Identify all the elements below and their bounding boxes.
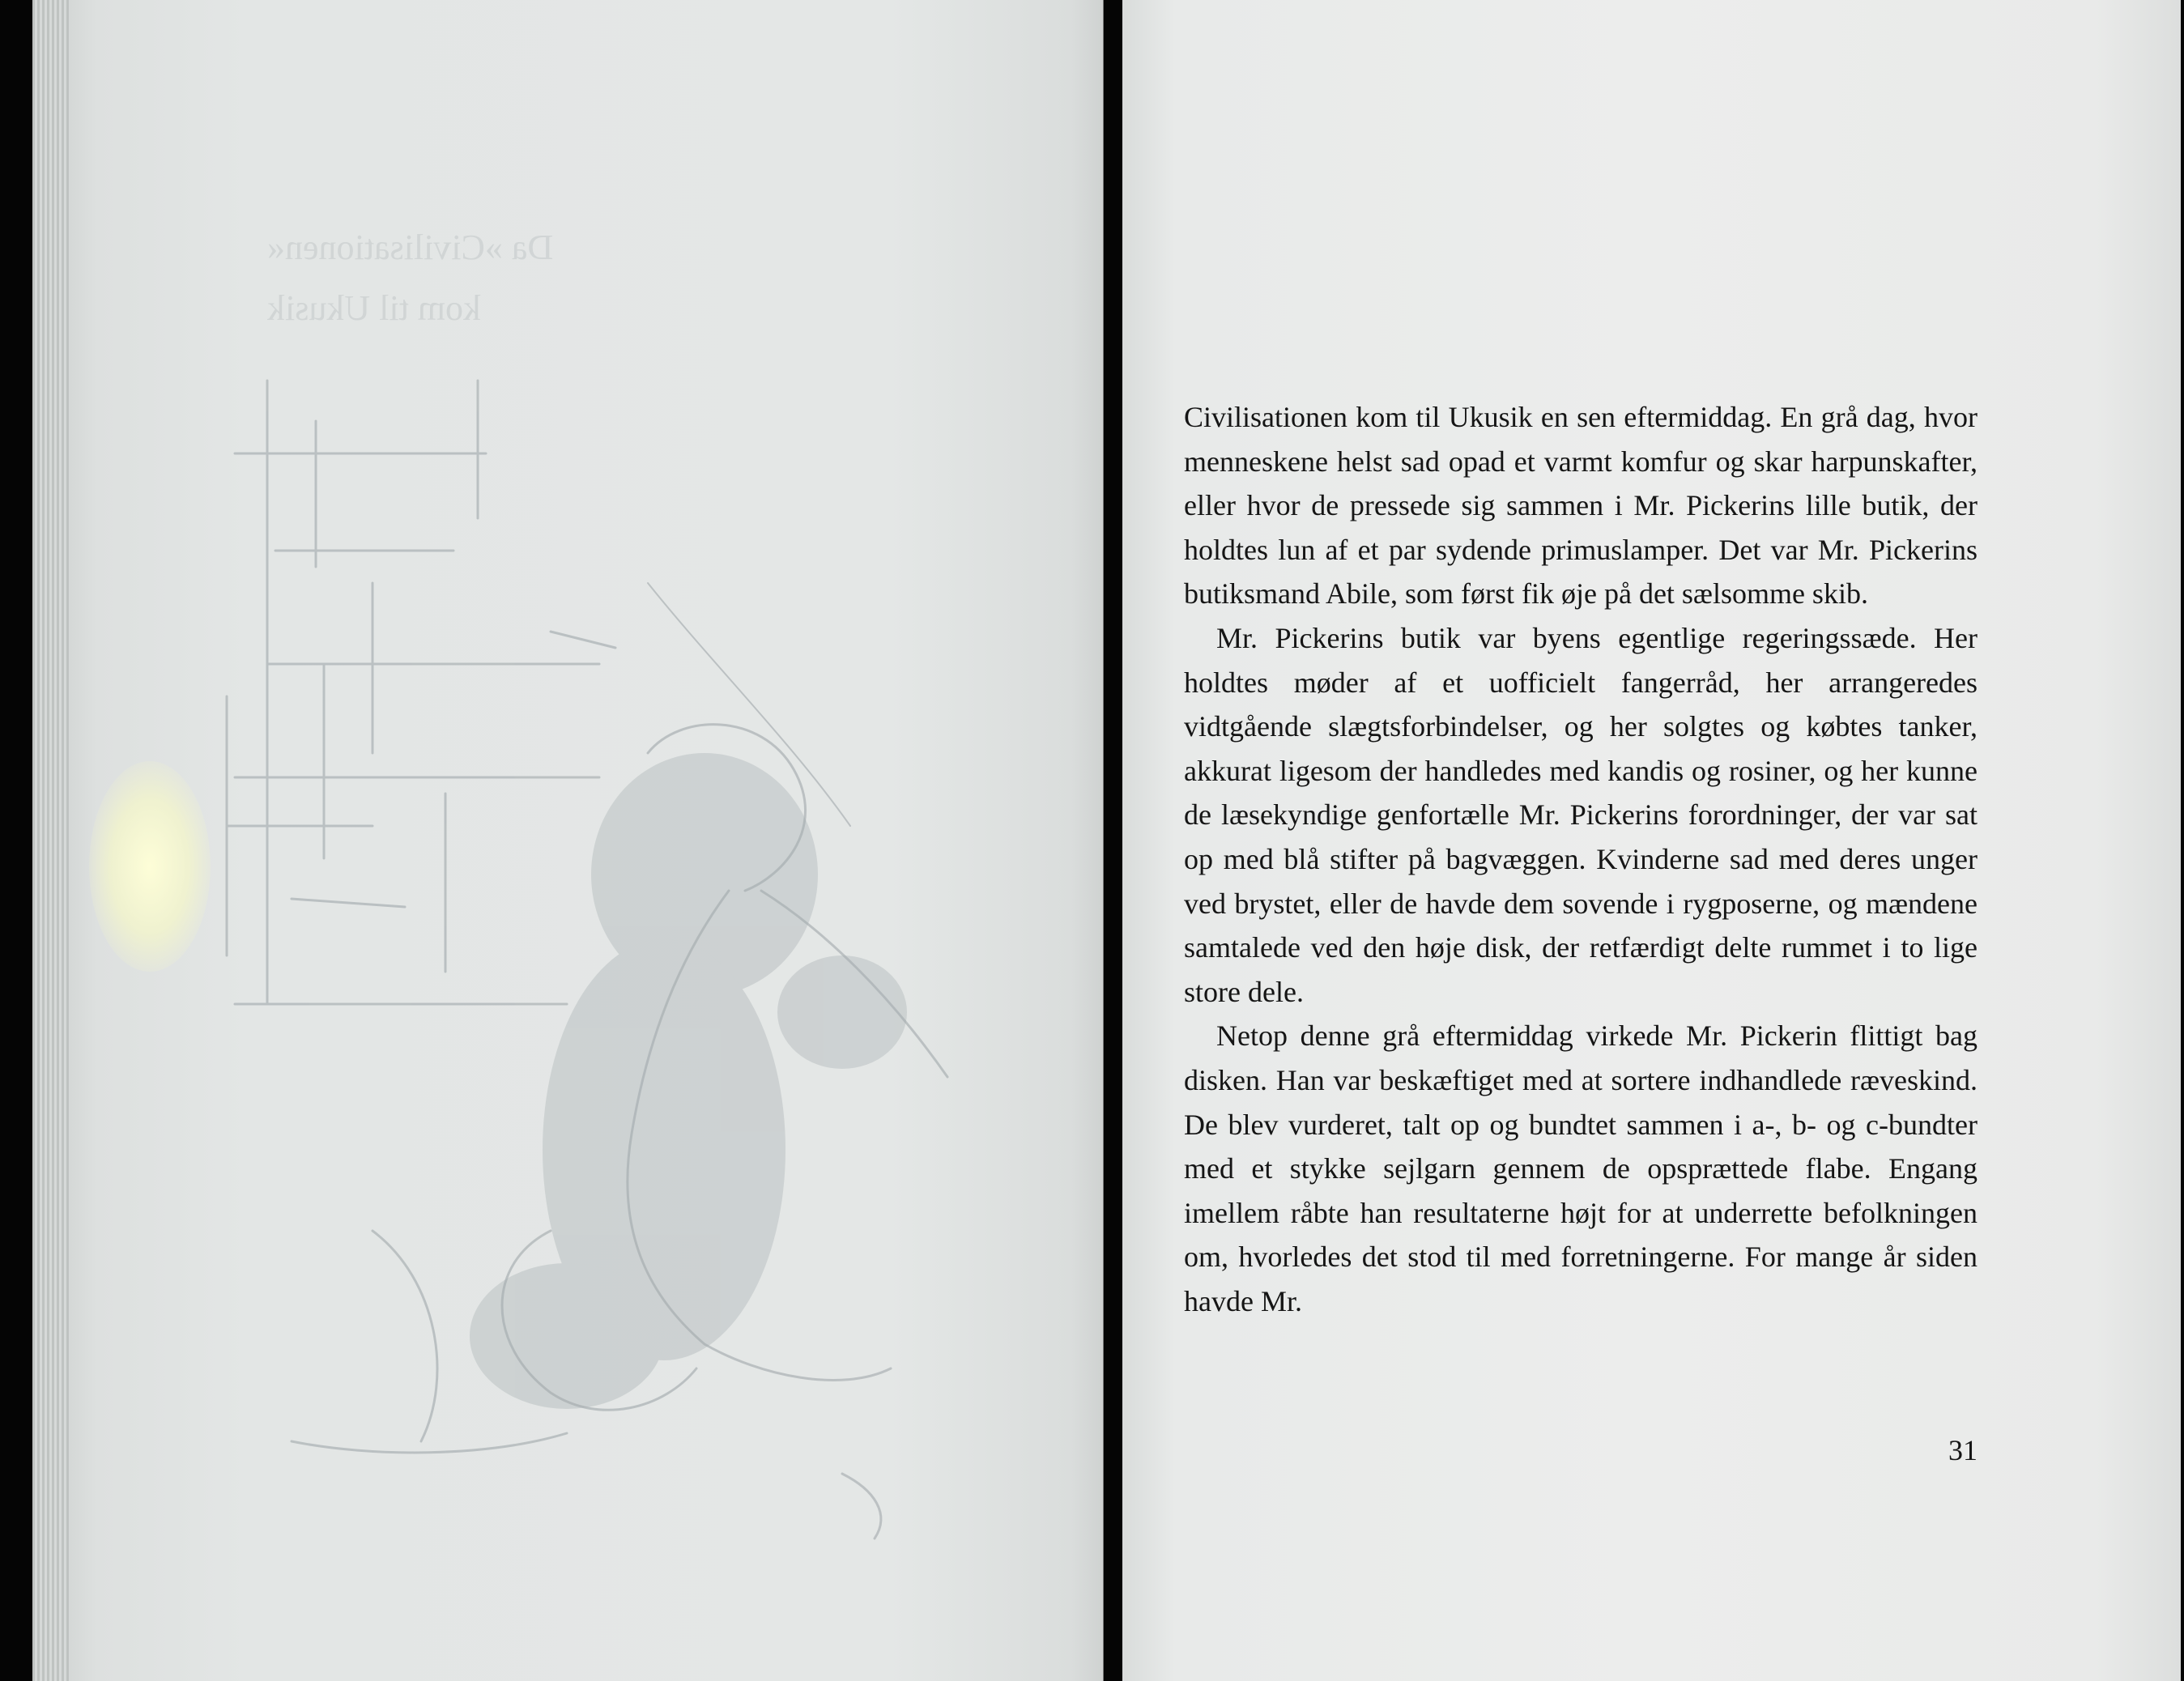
paragraph-1: Civilisationen kom til Ukusik en sen eftermiddag. En grå dag, hvor menneskene helst sad opad et varmt komfur og skar harpunskafter, eller hvor de pressede sig sammen i Mr. Pickerins lille butik, der holdtes lun af et par sydende primuslamper. Det var Mr. Pickerins butiksmand Abile, som først fik øje på det sælsomme skib. [1184, 401, 1978, 611]
right-page [1122, 0, 2181, 1681]
left-page [32, 0, 1104, 1681]
page-number: 31 [1948, 1434, 1978, 1466]
light-glare [89, 761, 211, 972]
paragraph-3: Netop denne grå eftermiddag virkede Mr. Pickerin flittigt bag disken. Han var beskæftiget med at sortere indhandlede ræveskind. De blev vurderet, talt op og bundtet sammen i a-, b- og c-bundter med et stykke sejlgarn gennem de opsprættede flabe. Engang imellem råbte han resultaterne højt for at underrette befolkningen om, hvorledes det stod til med forretningerne. For mange år siden havde Mr. [1184, 1019, 1978, 1317]
show-through-title-line-2: kom til Ukusik [267, 288, 482, 328]
paragraph-2: Mr. Pickerins butik var byens egentlige regeringssæde. Her holdtes møder af et uofficielt fangerråd, her arrangeredes vidtgående slægtsforbindelser, og her solgtes og købtes tanker, akkurat ligesom der handledes med kandis og rosiner, og her kunne de læsekyndige genfortælle Mr. Pickerins forordninger, der var sat op med blå stifter på bagvæggen. Kvinderne sad med deres unger ved brystet, eller de havde dem sovende i rygposerne, og mændene samtalede ved den høje disk, der retfærdigt delte rummet i to lige store dele. [1184, 621, 1978, 1008]
body-text [1184, 395, 1978, 1323]
show-through-title-line-1: Da »Civilisationen« [267, 228, 554, 267]
